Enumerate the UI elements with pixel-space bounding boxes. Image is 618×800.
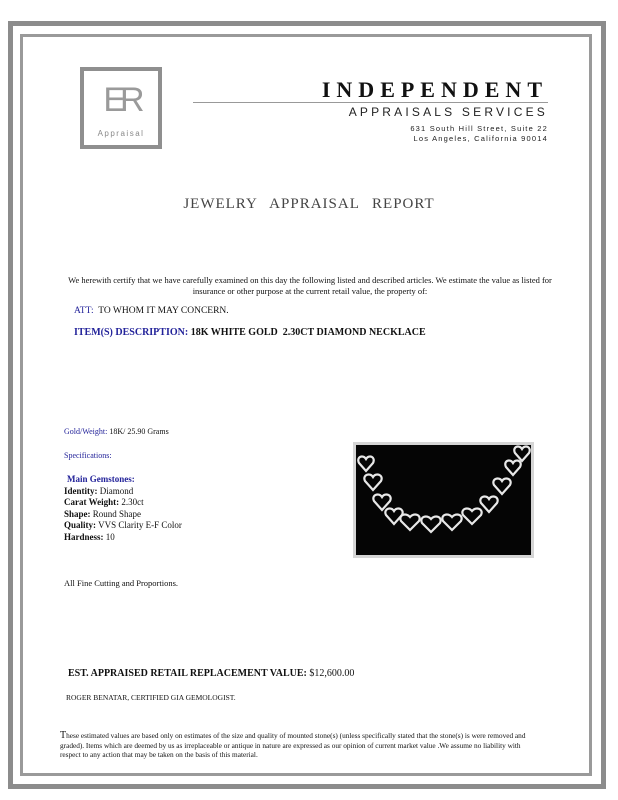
gold-weight-label: Gold/Weight: — [64, 427, 108, 436]
gemstones-heading: Main Gemstones: — [67, 474, 135, 484]
gold-weight-value: 18K/ 25.90 Grams — [109, 427, 169, 436]
estimate-value: $12,600.00 — [309, 668, 355, 679]
report-title: JEWELRY APPRAISAL REPORT — [183, 196, 435, 212]
necklace-photo — [353, 442, 534, 558]
item-description-line — [74, 327, 426, 338]
gemstones-block — [64, 474, 182, 543]
gem-row: Shape: Round Shape — [64, 508, 142, 519]
gold-weight-line — [64, 427, 169, 436]
att-value: TO WHOM IT MAY CONCERN. — [98, 306, 229, 316]
disclaimer-text: hese estimated values are based only on estimates of the size and quality of mounted stone(s) (unless specifically stated that the stone(s) is were removed and graded). Items which are deemed by us as irreplaceable or antique in nature are expressed as our opinion of current market value .We assume no liability with respect to any action that may be taken on the basis of this material. — [60, 731, 526, 759]
specifications-label: Specifications: — [64, 451, 112, 460]
disclaimer-initial: T — [60, 730, 67, 741]
appraiser-signature-line: ROGER BENATAR, CERTIFIED GIA GEMOLOGIST. — [66, 693, 236, 702]
gem-row: Hardness: 10 — [64, 531, 115, 542]
items-value: 18K WHITE GOLD 2.30CT DIAMOND NECKLACE — [190, 327, 426, 338]
company-name: INDEPENDENT — [321, 77, 548, 102]
disclaimer — [60, 731, 530, 760]
gem-row: Carat Weight: 2.30ct — [64, 497, 144, 507]
logo-caption: Appraisal — [97, 129, 145, 138]
gem-row: Quality: VVS Clarity E-F Color — [64, 520, 182, 530]
estimate-label: EST. APPRAISED RETAIL REPLACEMENT VALUE: — [68, 668, 307, 679]
er-appraisal-logo — [80, 67, 162, 149]
logo-monogram: ER — [103, 81, 139, 119]
att-label: ATT: — [74, 306, 94, 316]
estimated-value-line — [68, 668, 354, 679]
cutting-note: All Fine Cutting and Proportions. — [64, 578, 179, 588]
items-label: ITEM(S) DESCRIPTION: — [74, 327, 189, 338]
heart-necklace-image — [356, 445, 531, 555]
company-address-line1: 631 South Hill Street, Suite 22 — [410, 124, 548, 133]
certification-intro: We herewith certify that we have carefully examined on this day the following listed and described articles. We estimate the value as listed for insurance or other purpose at the current retail value, the property of: — [68, 275, 552, 296]
gem-row: Identity: Diamond — [64, 485, 134, 496]
company-address-line2: Los Angeles, California 90014 — [413, 134, 548, 143]
attention-line — [74, 306, 229, 316]
company-subtitle: APPRAISALS SERVICES — [348, 105, 548, 119]
